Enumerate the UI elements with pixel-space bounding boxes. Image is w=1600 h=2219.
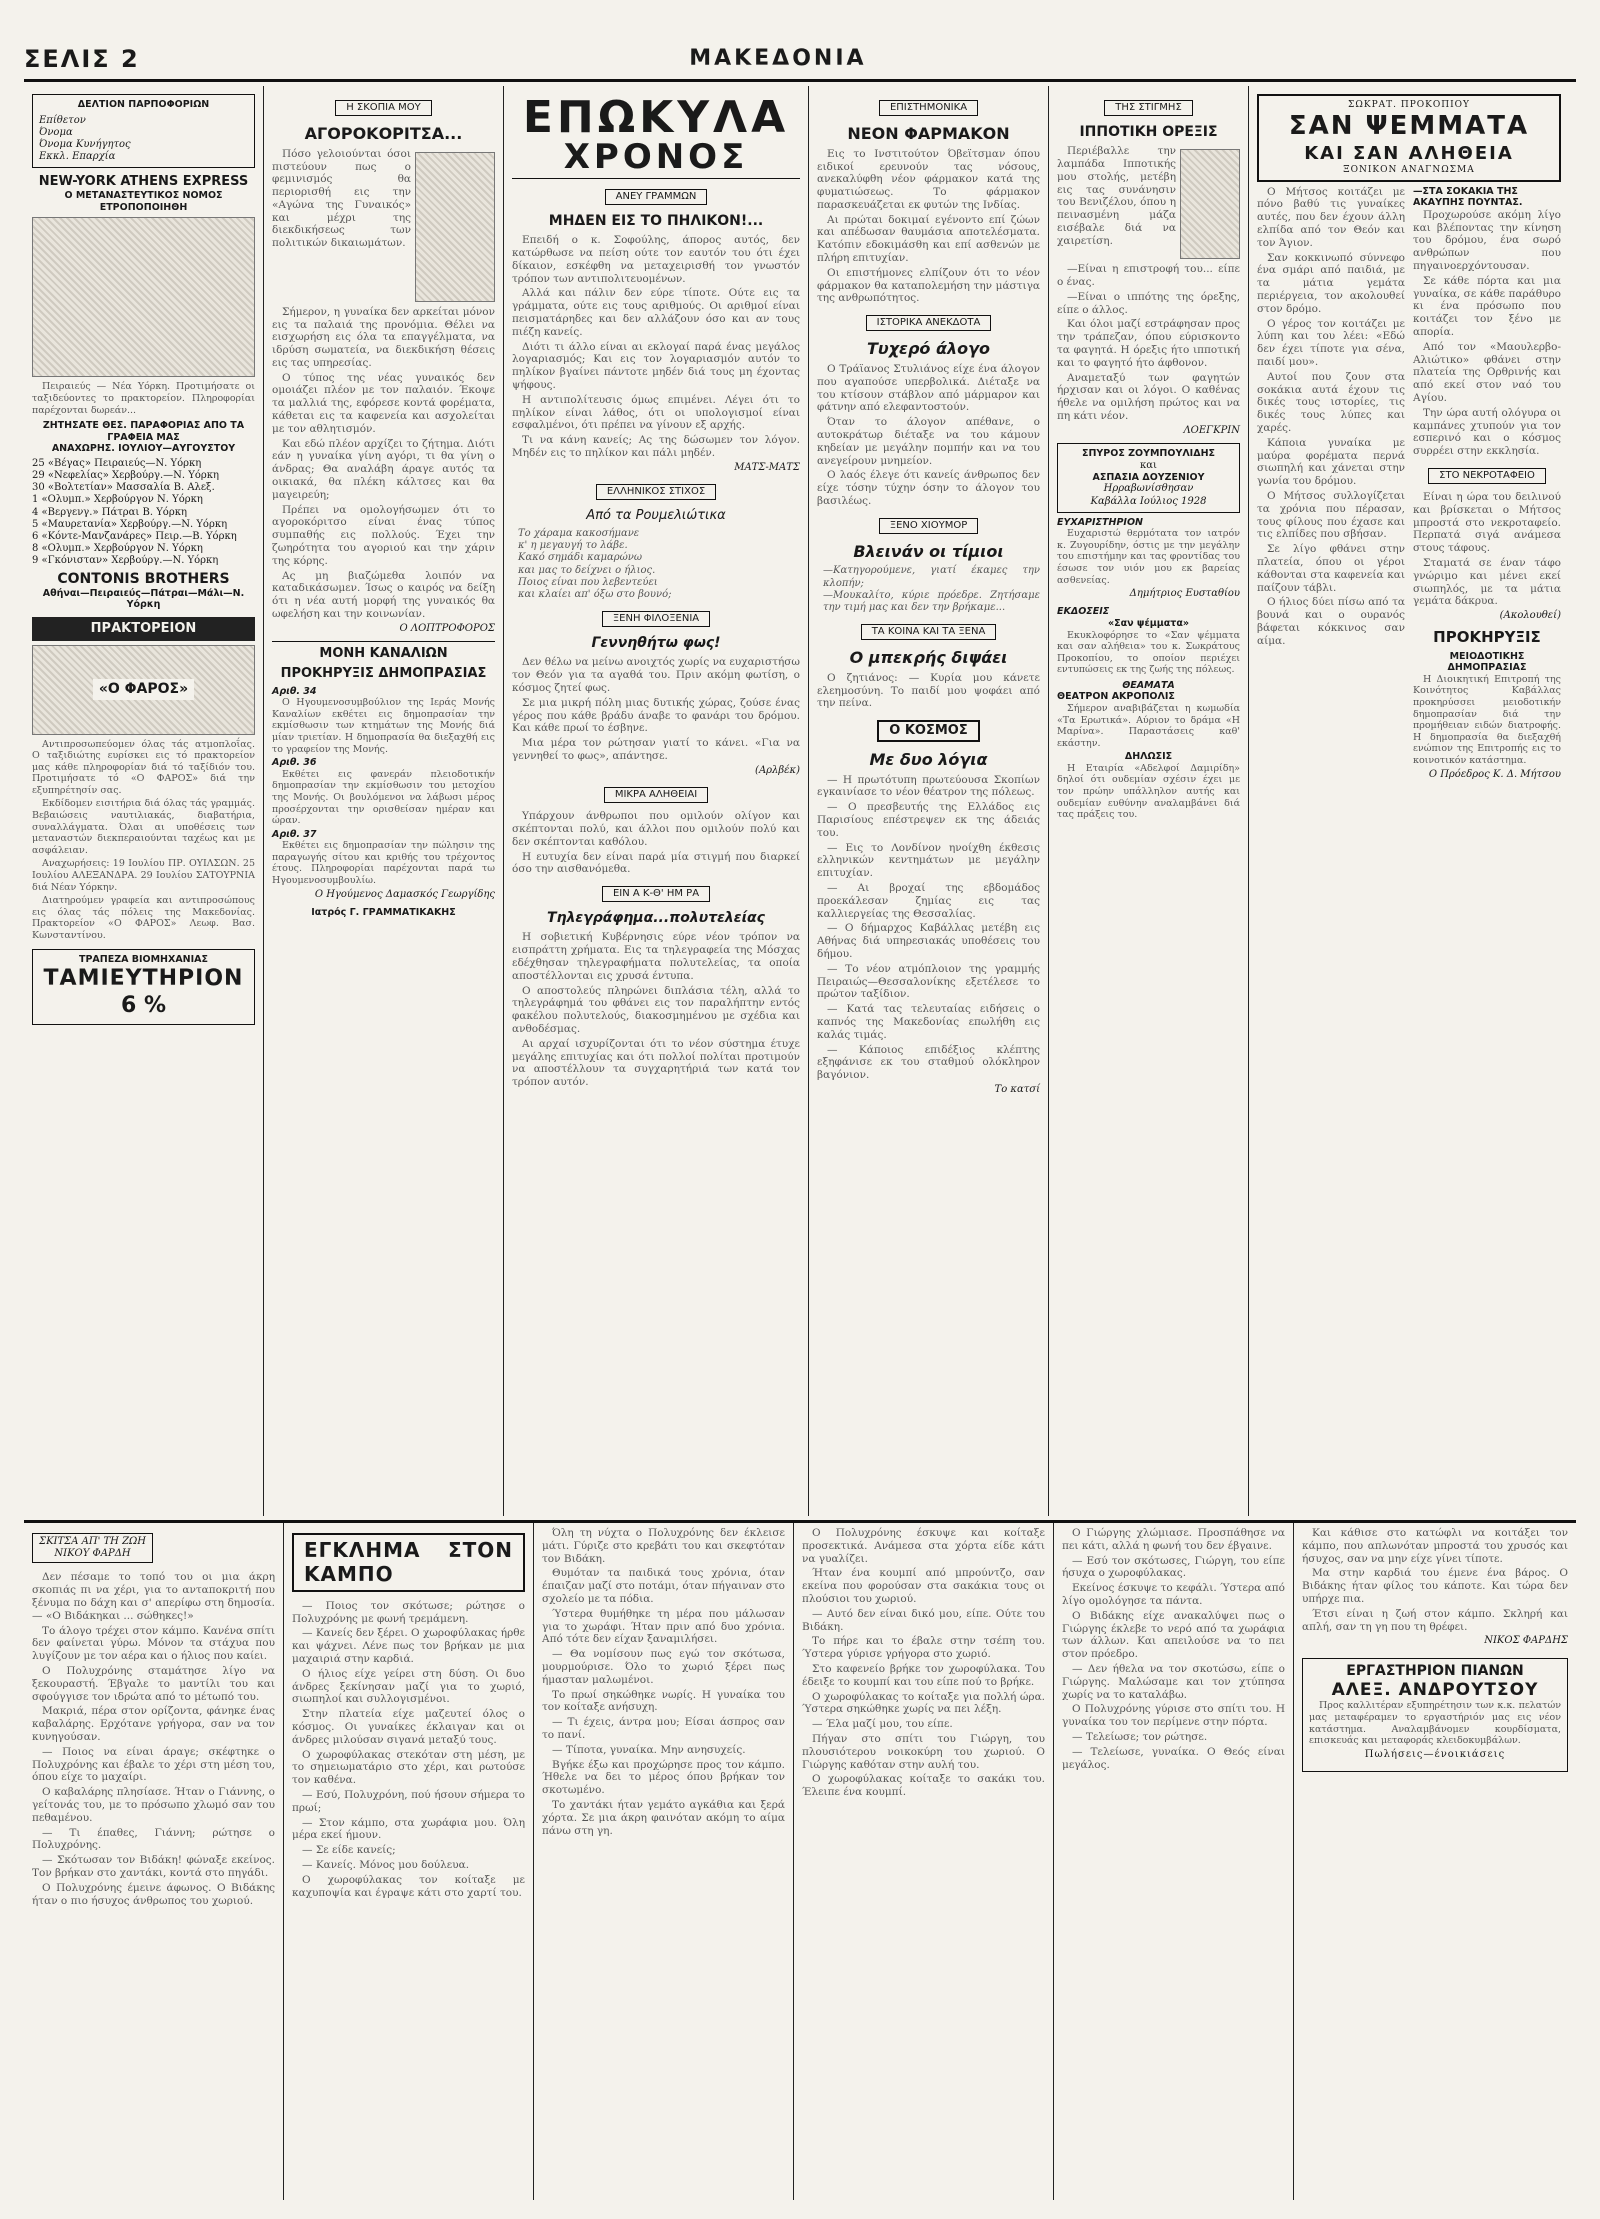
story-signature: ΝΙΚΟΣ ΦΑΡΔΗΣ [1484, 1635, 1568, 1647]
article-title: ΑΓΟΡΟΚΟΡΙΤΣΑ... [304, 124, 463, 144]
article-signature: ΜΑΤΣ-ΜΑΤΣ [734, 461, 800, 473]
brothers-ad-sub: Αθήναι—Πειραιεύς—Πάτραι—Μάλι—Ν. Υόρκη [42, 587, 245, 611]
thanks-title: ΕΥΧΑΡΙΣΤΗΡΙΟΝ [1057, 516, 1143, 528]
serial-body-right: Προχωρούσε ακόμη λίγο και βλέποντας την κίνηση του δρόμου, ένα σωρό ανθρώπων που πηγαινοερχόντουσαν. Σε κάθε πόρτα και μια γυναίκα, σε κάθε παράθυρο κι ένα πρόσωπο που κοιτάζει τον ξένο με απορία. Από τον «Μαουλερβο-Αλιώτικο» φθάνει στην πλατεία της Ορθρινής και από εκεί στον ναό του Αγίου. Την ώρα αυτή ολόγυρα οι καμπάνες χτυπούν για τον εσπερινό και ο κόσμος συρρέει στην εκκλησία. [1413, 208, 1561, 458]
bottom-story-section [24, 1520, 1576, 2200]
schedule-row: 4 «Βεργενγ.» Πάτραι Β. Υόρκη [32, 506, 187, 518]
section-tag: Ο ΚΟΣΜΟΣ [877, 720, 979, 742]
schedule-row: 9 «Γκόνισταν» Χερβούργ.—Ν. Υόρκη [32, 555, 219, 567]
article-body: Δεν θέλω να μείνω ανοιχτός χωρίς να ευχαριστήσω τον Θεόν για τα αγαθά του. Πριν ακόμη φωτίση, ο κόσμος ζητεί φως. Σε μια μικρή πόλη μιας δυτικής χώρας, ζούσε ένας γέρος που κάθε βράδυ άναβε το φανάρι του δρόμου. Και κάθε πρωί το έσβηνε. Μια μέρα τον ρώτησαν γιατί το κάνει. «Για να γεννηθεί το φως», απάντησε. [512, 656, 800, 763]
article-body: Ο ζητιάνος: — Κυρία μου κάνετε ελεημοσύνη. Το παιδί μου ψοφάει από την πείνα. [817, 671, 1040, 710]
banner-title-top: ΕΠΩΚΥΛΑ [522, 92, 790, 143]
story-title: ΕΓΚΛΗΜΑ ΣΤΟΝ ΚΑΜΠΟ [292, 1533, 525, 1592]
ship-ad-text: Πειραιεύς — Νέα Υόρκη. Προτιμήσατε οι ταξιδεύοντες το πρακτορείον. Πληροφορίαι παρέχονται δωρεάν... [32, 381, 255, 416]
paper-name: ΜΑΚΕΔΟΝΙΑ [689, 46, 867, 71]
thanks-signature: Δημήτριος Ευσταθίου [1129, 588, 1240, 600]
serial-title-line1: ΣΑΝ ΨΕΜΜΑΤΑ [1288, 110, 1530, 141]
schedule-row: 25 «Βέγας» Πειραιεύς—Ν. Υόρκη [32, 457, 202, 469]
schedule-row: 30 «Βολτετίαν» Μασσαλία Β. Αλεξ. [32, 482, 215, 494]
story-header [32, 1533, 275, 1563]
proclamation-subtitle: ΜΕΙΟΔΟΤΙΚΗΣ ΔΗΜΟΠΡΑΣΙΑΣ [1447, 650, 1527, 674]
follows-note: (Ακολουθεί) [1499, 610, 1561, 622]
notice-signature: Ο Ηγούμενος Δαμασκός Γεωργίδης [314, 888, 495, 900]
notice-title: ΠΡΟΚΗΡΥΞΙΣ ΔΗΜΟΠΡΑΣΙΑΣ [280, 665, 487, 681]
serial-author: ΣΩΚΡΑΤ. ΠΡΟΚΟΠΙΟΥ [1348, 100, 1470, 110]
caricature-illustration [415, 152, 495, 302]
piano-ad-footer: Πωλήσεις—ένοικιάσεις [1364, 1748, 1506, 1760]
address-box [32, 94, 255, 168]
story-body: Όλη τη νύχτα ο Πολυχρόνης δεν έκλεισε μάτι. Γύριζε στο κρεβάτι του και σκεφτόταν τον Βιδάκη. Θυμόταν τα παιδικά τους χρόνια, όταν έπαιζαν μαζί στο ποτάμι, όταν πήγαιναν στο σχολείο με τα πόδια. Ύστερα θυμήθηκε τη μέρα που μάλωσαν για το χωράφι. Ήταν πριν από δυο χρόνια. Από τότε δεν είχαν ξαναμιλήσει. — Θα νομίσουν πως εγώ τον σκότωσα, μουρμούρισε. Όλο το χωριό ξέρει πως ήμασταν μαλωμένοι. Το πρωί σηκώθηκε νωρίς. Η γυναίκα του τον κοίταξε ανήσυχη. — Τι έχεις, άντρα μου; Είσαι άσπρος σαν το πανί. — Τίποτα, γυναίκα. Μην ανησυχείς. Βγήκε έξω και προχώρησε προς τον κάμπο. Ήθελε να δει το μέρος όπου βρήκαν τον σκοτωμένο. Το χαντάκι ήταν γεμάτο αγκάθια και ξερά χόρτα. Σε μια άκρη φαινόταν ακόμη το αίμα πάνω στη γη. [542, 1527, 785, 1837]
article-signature: Το κατσί [994, 1083, 1040, 1095]
story-byline: ΣΚΙΤΣΑ ΑΠ' ΤΗ ΖΩΗ [39, 1536, 147, 1547]
section-tag: ΕΛΛΗΝΙΚΟΣ ΣΤΙΧΟΣ [596, 484, 716, 500]
article-title: Με δυο λόγια [869, 750, 988, 770]
column-6: ΣΩΚΡΑΤ. ΠΡΟΚΟΠΙΟΥ ΣΑΝ ΨΕΜΜΑΤΑ ΚΑΙ ΣΑΝ ΑΛΗΘΕΙΑ ΞΟΝΙΚΟΝ ΑΝΑΓΝΩΣΜΑ Ο Μήτσος κοιτάζει με πόνο βαθύ τις γυναίκες αυτές, που δεν έχουν άλλη ελπίδα από τον Θεόν και τον Άγιον. Σαν κοκκινωπό σύννεφο ένα σμάρι από παιδιά, με τα μάτια γεμάτα περιέργεια, τον ακολουθεί στον δρόμο. Ο γέρος τον κοιτάζει με λύπη και του λέει: «Εδώ δεν έχει τίποτε για σένα, παιδί μου». Αυτοί που ζουν στα σοκάκια αυτά έχουν τις δικές τους ιστορίες, τις δικές τους λύπες και χαρές. Κάποια γυναίκα με μαύρα φορέματα περνά σιωπηλή και χάνεται στην γωνία του δρόμου. Ο Μήτσος συλλογίζεται τα χρόνια που πέρασαν, τους φίλους που έχασε και τις ελπίδες που σβήσαν. Σε λίγο φθάνει στην πλατεία, όπου οι γέροι κάθονται στα καφενεία και παίζουν τάβλι. Ο ήλιος δύει πίσω από τα βουνά και ο ουρανός βάφεται κόκκινος σαν αίμα. —ΣΤΑ ΣΟΚΑΚΙΑ ΤΗΣ ΑΚΑΥΠΗΣ ΠΟΥΝΤΑΣ. Προχωρούσε ακόμη λίγο και βλέποντας την κίνηση του δρόμου, ένα σωρό ανθρώπων που πηγαινοερχόντουσαν. Σε κάθε πόρτα και μια γυναίκα, σε κάθε παράθυρο κι ένα πρόσωπο που κοιτάζει τον ξένο με απορία. Από τον «Μαουλερβο-Αλιώτικο» φθάνει στην πλατεία της Ορθρινής και από εκεί στον ναό του Αγίου. Την ώρα αυτή ολόγυρα οι καμπάνες χτυπούν για τον εσπερινό και ο κόσμος συρρέει στην εκκλησία. ΣΤΟ ΝΕΚΡΟΤΑΦΕΙΟ Είναι η ώρα του δειλινού και βρίσκεται ο Μήτσος μπροστά στο νεκροταφείο. Περπατά σιγά ανάμεσα στους τάφους. Σταματά σε έναν τάφο γνώριμο και μένει εκεί σιωπηλός, με τα μάτια γεμάτα δάκρυα. (Ακολουθεί) ΠΡΟΚΗΡΥΞΙΣ ΜΕΙΟΔΟΤΙΚΗΣ ΔΗΜΟΠΡΑΣΙΑΣ Η Διοικητική Επιτροπή της Κοινότητος Καβάλλας προκηρύσσει μειοδοτικήν δημοπρασίαν διά την προμήθειαν ειδών διατροφής. Η δημοπρασία θα διεξαχθή ενώπιον της Επιτροπής εις το κοινοτικόν κατάστημα. Ο Πρόεδρος Κ. Δ. Μήτσου [1249, 86, 1569, 1516]
upper-columns [24, 86, 1576, 1516]
ship-ad-title: NEW-YORK ATHENS EXPRESS [38, 174, 249, 190]
section-tag: ΕΠΙΣΤΗΜΟΝΙΚΑ [879, 100, 978, 116]
article-body: Πόσο γελοιούνται όσοι πιστεύουν πως ο φεμινισμός θα περιορισθή εις την «Αγώνα της Γυναικός» και μέχρι της διεκδικήσεως των πολιτικών δικαιωμάτων. [272, 147, 411, 250]
column-3 [504, 86, 809, 1516]
dilosis-heading: ΔΗΛΩΣΙΣ [1124, 751, 1173, 763]
proclamation-title: ΠΡΟΚΗΡΥΞΙΣ [1433, 628, 1541, 647]
schedule-row: 1 «Ολυμπ.» Χερβούργον Ν. Υόρκη [32, 494, 203, 506]
field-label: Όνομα [39, 126, 73, 138]
piano-ad-name: ΑΛΕΞ. ΑΝΔΡΟΥΤΣΟΥ [1331, 1679, 1539, 1700]
bottom-column-4 [794, 1523, 1054, 2200]
notice-number: Αριθ. 34 [272, 685, 317, 697]
section-tag: ΙΣΤΟΡΙΚΑ ΑΝΕΚΔΟΤΑ [866, 315, 992, 331]
serial-right-heading: —ΣΤΑ ΣΟΚΑΚΙΑ ΤΗΣ ΑΚΑΥΠΗΣ ΠΟΥΝΤΑΣ. [1413, 185, 1523, 209]
address-box-title: ΔΕΛΤΙΟΝ ΠΑΡΠΟΦΟΡΙΩΝ [77, 99, 210, 110]
ship-illustration [32, 217, 255, 377]
agency-title: ΠΡΑΚΤΟΡΕΙΟΝ [32, 617, 255, 641]
serial-subtitle: ΞΟΝΙΚΟΝ ΑΝΑΓΝΩΣΜΑ [1343, 164, 1475, 175]
bottom-column-2 [284, 1523, 534, 2200]
poem-body: Το χάραμα κακοσήμανε κ' η μεγαυγή το λάβε. Κακό σημάδι καμαρώνω και μας το δείχνει ο ήλιος. Ποιος είναι που λεβεντεύει και κλαίει απ' όξω στο βουνό; [518, 528, 672, 600]
ship-ad-subtitle: Ο ΜΕΤΑΝΑΣΤΕΥΤΙΚΟΣ ΝΟΜΟΣ ΕΤΡΟΠΟΠΟΙΗΘΗ [64, 190, 223, 213]
bottom-column-1 [24, 1523, 284, 2200]
field-label: Επίθετον [39, 114, 86, 126]
doctor-ad: Ιατρός Γ. ΓΡΑΜΜΑΤΙΚΑΚΗΣ [311, 906, 456, 918]
column-4 [809, 86, 1049, 1516]
bottom-column-6 [1294, 1523, 1576, 2200]
section-tag: ΤΗΣ ΣΤΙΓΜΗΣ [1104, 100, 1193, 116]
bottom-column-3 [534, 1523, 794, 2200]
section-banner [512, 92, 800, 179]
theatre-name: ΘΕΑΤΡΟΝ ΑΚΡΟΠΟΛΙΣ [1057, 691, 1175, 703]
section-tag: ΕΙΝ Α Κ-Θ' ΗΜ ΡΑ [602, 886, 710, 902]
brothers-ad: CONTONIS BROTHERS [57, 570, 230, 587]
banner-title-bottom: ΧΡΟΝΟΣ [563, 137, 749, 177]
proclamation-signature: Ο Πρόεδρος Κ. Δ. Μήτσου [1428, 768, 1561, 780]
knight-illustration [1180, 149, 1240, 259]
story-body: Ο Γιώργης χλώμιασε. Προσπάθησε να πει κάτι, αλλά η φωνή του δεν έβγαινε. — Εσύ τον σκότωσες, Γιώργη, του είπε ήσυχα ο χωροφύλακας. Εκείνος έσκυψε το κεφάλι. Ύστερα από λίγο ομολόγησε τα πάντα. Ο Βιδάκης είχε ανακαλύψει πως ο Γιώργης έκλεβε το νερό από τα χωράφια των άλλων. Και απειλούσε να το πει στον πρόεδρο. — Δεν ήθελα να τον σκοτώσω, είπε ο Γιώργης. Μαλώσαμε και τον χτύπησα χωρίς να το καταλάβω. Ο Πολυχρόνης γύρισε στο σπίτι του. Η γυναίκα του τον περίμενε στην πόρτα. — Τελείωσε; τον ρώτησε. — Τελείωσε, γυναίκα. Ο Θεός είναι μεγάλος. [1062, 1527, 1285, 1771]
piano-ad-title: ΕΡΓΑΣΤΗΡΙΟΝ ΠΙΑΝΩΝ [1346, 1662, 1524, 1679]
piano-ad: ΕΡΓΑΣΤΗΡΙΟΝ ΠΙΑΝΩΝ ΑΛΕΞ. ΑΝΔΡΟΥΤΣΟΥ Προς καλλιτέραν εξυπηρέτησιν των κ.κ. πελατών μας μεταφέραμεν το εργαστήριόν μας εις νέον κατάστημα. Αναλαμβάνομεν κουρδίσματα, επισκευάς και μεταφοράς κλειδοκυμβάλων. Πωλήσεις—ένοικιάσεις [1302, 1658, 1568, 1772]
serial-body-left: Ο Μήτσος κοιτάζει με πόνο βαθύ τις γυναίκες αυτές, που δεν έχουν άλλη ελπίδα από τον Θεόν και τον Άγιον. Σαν κοκκινωπό σύννεφο ένα σμάρι από παιδιά, με τα μάτια γεμάτα περιέργεια, τον ακολουθεί στον δρόμο. Ο γέρος τον κοιτάζει με λύπη και του λέει: «Εδώ δεν έχει τίποτε για σένα, παιδί μου». Αυτοί που ζουν στα σοκάκια αυτά έχουν τις δικές τους ιστορίες, τις δικές τους λύπες και χαρές. Κάποια γυναίκα με μαύρα φορέματα περνά σιωπηλή και χάνεται στην γωνία του δρόμου. Ο Μήτσος συλλογίζεται τα χρόνια που πέρασαν, τους φίλους που έχασε και τις ελπίδες που σβήσαν. Σε λίγο φθάνει στην πλατεία, όπου οι γέροι κάθονται στα καφενεία και παίζουν τάβλι. Ο ήλιος δύει πίσω από τα βουνά και ο ουρανός βάφεται κόκκινος σαν αίμα. [1257, 185, 1405, 647]
section-tag: ΜΙΚΡΑ ΑΛΗΘΕΙΑΙ [604, 787, 708, 803]
article-body: Περιέβαλλε την λαμπάδα Ιπποτικής μου στολής, μετέβη εις τας συνάνησιν του Βενιζέλου, όπου η πεινασμένη μάζα εισέβαλε διά να χαιρετίση. [1057, 145, 1176, 247]
article-title: Ο μπεκρής διψάει [849, 648, 1008, 668]
story-author: ΝΙΚΟΥ ΦΑΡΔΗ [54, 1548, 131, 1560]
field-label: Εκκλ. Επαρχία [39, 151, 116, 163]
article-body: — Η πρωτότυπη πρωτεύουσα Σκοπίων εγκαινίασε το νέον θέατρον της πόλεως. — Ο πρεσβευτής της Ελλάδος εις Παρισίους επέστρεψεν εκ της άδειάς του. — Εις το Λονδίνον ηνοίχθη έκθεσις ελληνικών κεντημάτων με μεγάλην επιτυχίαν. — Αι βροχαί της εβδομάδος προεκάλεσαν ζημίας εις τας καλλιεργείας της Θεσσαλίας. — Ο δήμαρχος Καβάλλας μετέβη εις Αθήνας διά υπηρεσιακάς υποθέσεις του δήμου. — Το νέον ατμόπλοιον της γραμμής Πειραιώς—Θεσσαλονίκης εξετέλεσε το πρώτον ταξίδιον. — Κατά τας τελευταίας ειδήσεις ο καπνός της Μακεδονίας επωλήθη εις καλάς τιμάς. — Κάποιος επιδέξιος κλέπτης εξηφάνισε εκ του σταθμού ολόκληρον βαγόνιον. [817, 773, 1040, 1082]
field-label: Όνομα Κυνήγητος [39, 138, 131, 150]
schedule-row: 29 «Νεφελίας» Χερβούργ.—Ν. Υόρκη [32, 470, 219, 481]
schedule-subtitle: ΑΝΑΧΩΡΗΣ. ΙΟΥΛΙΟΥ—ΑΥΓΟΥΣΤΟΥ [51, 443, 236, 455]
engagement-notice: ΣΠΥΡΟΣ ΖΟΥΜΠΟΥΛΙΔΗΣ και ΑΣΠΑΣΙΑ ΔΟΥΖΕΝΙΟΥ Ηρραβωνίσθησαν Καβάλλα Ιούλιος 1928 [1057, 443, 1240, 513]
section-tag: Η ΣΚΟΠΙΑ ΜΟΥ [335, 100, 432, 116]
story-body: Ο Πολυχρόνης έσκυψε και κοίταξε προσεκτικά. Ανάμεσα στα χόρτα είδε κάτι να γυαλίζει. Ήταν ένα κουμπί από μπρούντζο, σαν εκείνα που φορούσαν στα σακάκια τους οι πλούσιοι του χωριού. — Αυτό δεν είναι δικό μου, είπε. Ούτε του Βιδάκη. Το πήρε και το έβαλε στην τσέπη του. Ύστερα γύρισε γρήγορα στο χωριό. Στο καφενείο βρήκε τον χωροφύλακα. Του έδειξε το κουμπί και του είπε πού το βρήκε. Ο χωροφύλακας το κοίταξε για πολλή ώρα. Ύστερα σηκώθηκε χωρίς να πει λέξη. — Έλα μαζί μου, του είπε. Πήγαν στο σπίτι του Γιώργη, του πλουσιότερου νοικοκύρη του χωριού. Ο Γιώργης καθόταν στην αυλή του. Ο χωροφύλακας κοίταξε το σακάκι του. Έλειπε ένα κουμπί. [802, 1527, 1045, 1799]
section-tag: ΞΕΝΟ ΧΙΟΥΜΟΡ [879, 518, 978, 534]
schedule-row: 5 «Μαυρετανία» Χερβούργ.—Ν. Υόρκη [32, 518, 228, 530]
poem-title: Από τα Ρουμελιώτικα [586, 508, 726, 524]
story-body: — Ποιος τον σκότωσε; ρώτησε ο Πολυχρόνης με φωνή τρεμάμενη. — Κανείς δεν ξέρει. Ο χωροφύλακας ήρθε και ψάχνει. Λένε πως τον βρήκαν με μια μαχαιριά στην καρδιά. Ο ήλιος είχε γείρει στη δύση. Οι δυο άνδρες ξεκίνησαν μαζί για το χωριό, σιωπηλοί και συλλογισμένοι. Στην πλατεία είχε μαζευτεί όλος ο κόσμος. Οι γυναίκες έκλαιγαν και οι άνδρες μιλούσαν σιγανά μεταξύ τους. Ο χωροφύλακας στεκόταν στη μέση, με το σημειωματάριο στο χέρι, και ρωτούσε τον καθένα. — Εσύ, Πολυχρόνη, πού ήσουν σήμερα το πρωί; — Στον κάμπο, στα χωράφια μου. Όλη μέρα εκεί ήμουν. — Σε είδε κανείς; — Κανείς. Μόνος μου δούλευα. Ο χωροφύλακας τον κοίταξε με καχυποψία και έγραψε κάτι στο χαρτί του. [292, 1599, 525, 1899]
section-tag: ΤΑ ΚΟΙΝΑ ΚΑΙ ΤΑ ΞΕΝΑ [861, 624, 997, 640]
section-tag: ΞΕΝΗ ΦΙΛΟΞΕΝΙΑ [602, 611, 710, 627]
article-body: Επειδή ο κ. Σοφούλης, άπορος αυτός, δεν κατώρθωσε να πείση ούτε τον εαυτόν του ότι έχει δίκαιον, εσκέφθη να μεταχειρισθή τον γνωστόν τρόπον των αντιπολιτευομένων. Αλλά και πάλιν δεν εύρε τίποτε. Ούτε εις τα γράμματα, ούτε εις τους αριθμούς. Οι αριθμοί είναι πεισματάρηδες και δεν αλλάζουν όσο και αν τους πιέζη κανείς. Διότι τι άλλο είναι αι εκλογαί παρά ένας μεγάλος λογαριασμός; Και εις τον λογαριασμόν αυτόν το πηλίκον βγαίνει πάντοτε μηδέν διά τους μη έχοντας ψήφους. Η αντιπολίτευσις όμως επιμένει. Λέγει ότι το πηλίκον είναι λάθος, ότι οι υπολογισμοί είναι εσφαλμένοι, ότι πρέπει να γίνουν εξ αρχής. Τι να κάνη κανείς; Ας της δώσωμεν τον λόγον. Μηδέν εις το πηλίκον και πάλι μηδέν. [512, 234, 800, 460]
bank-ad: ΤΡΑΠΕΖΑ ΒΙΟΜΗΧΑΝΙΑΣ ΤΑΜΙΕΥΤΗΡΙΟΝ 6 % [32, 949, 255, 1024]
serial-title-line2: ΚΑΙ ΣΑΝ ΑΛΗΘΕΙΑ [1304, 142, 1514, 164]
article-title: Γεννηθήτω φως! [591, 635, 721, 652]
masthead [24, 38, 1576, 82]
theamata-heading: ΘΕΑΜΑΤΑ [1122, 679, 1175, 691]
ekdoseis-title: ΕΚΔΟΣΕΙΣ [1057, 606, 1110, 618]
article-title: ΜΗΔΕΝ ΕΙΣ ΤΟ ΠΗΛΙΚΟΝ!... [548, 213, 764, 230]
notice-heading: ΜΟΝΗ ΚΑΝΑΛΙΩΝ [272, 641, 495, 662]
article-body: Υπάρχουν άνθρωποι που ομιλούν ολίγον και σκέπτονται πολύ, και άλλοι που ομιλούν πολύ και δεν σκέπτονται καθόλου. Η ευτυχία δεν είναι παρά μία στιγμή που διαρκεί όσο την αισθανόμεθα. [512, 810, 800, 876]
article-body: —Είναι η επιστροφή του... είπε ο ένας. —Είναι ο ιππότης της όρεξης, είπε ο άλλος. Και όλοι μαζί εστράφησαν προς την τράπεζαν, όπου εύρισκοντο τα φαγητά. Η όρεξις ήτο ιπποτική και το φαγητό ήτο άφθονον. Αναμεταξύ των φαγητών ήρχισαν και οι λόγοι. Ο καθένας ήθελε να ομιλήση πρώτος και να πη κάτι νέον. [1057, 263, 1240, 423]
article-signature: ΛΟΕΓΚΡΙΝ [1183, 424, 1240, 436]
article-body: Εις το Ινστιτούτον Όβεϊτσμαν όπου ειδικοί ερευνούν τας νόσους, ανεκαλύφθη νέον φάρμακον κατά της φυματιώσεως. Το φάρμακον παρασκευάζεται εκ φυτών της Ινδίας. Αι πρώται δοκιμαί εγένοντο επί ζώων και απέδωσαν θαυμάσια αποτελέσματα. Κατόπιν εδοκιμάσθη και επί ασθενών με πλήρη επιτυχίαν. Οι επιστήμονες ελπίζουν ότι το νέον φάρμακον θα καταπολεμήση την μάστιγα της ανθρωπότητος. [817, 147, 1040, 305]
story-body: Και κάθισε στο κατώφλι να κοιτάξει τον κάμπο, που απλωνόταν μπροστά του χρυσός και ήσυχος, σαν να μην είχε γίνει τίποτε. Μα στην καρδιά του έμενε ένα βάρος. Ο Βιδάκης ήταν φίλος του κάποτε. Και τώρα δεν υπήρχε πια. Έτσι είναι η ζωή στον κάμπο. Σκληρή και απλή, σαν τη γη που τη θρέφει. [1302, 1527, 1568, 1633]
agency-logo: «Ο ΦΑΡΟΣ» [32, 645, 255, 735]
ekdoseis-book: «Σαν ψέμματα» [1108, 617, 1189, 629]
notice-number: Αριθ. 36 [272, 757, 317, 769]
article-title: Τυχερό άλογο [867, 339, 990, 359]
column-5: ΤΗΣ ΣΤΙΓΜΗΣ ΙΠΠΟΤΙΚΗ ΟΡΕΞΙΣ Περιέβαλλε την λαμπάδα Ιπποτικής μου στολής, μετέβη εις τας συνάνησιν του Βενιζέλου, όπου η πεινασμένη μάζα εισέβαλε διά να χαιρετίση. —Είναι η επιστροφή του... είπε ο ένας. —Είναι ο ιππότης της όρεξης, είπε ο άλλος. Και όλοι μαζί εστράφησαν προς την τράπεζαν, όπου εύρισκοντο τα φαγητά. Η όρεξις ήτο ιπποτική και το φαγητό ήτο άφθονον. Αναμεταξύ των φαγητών ήρχισαν και οι λόγοι. Ο καθένας ήθελε να ομιλήση πρώτος και να πη κάτι νέον. ΛΟΕΓΚΡΙΝ ΣΠΥΡΟΣ ΖΟΥΜΠΟΥΛΙΔΗΣ και ΑΣΠΑΣΙΑ ΔΟΥΖΕΝΙΟΥ Ηρραβωνίσθησαν Καβάλλα Ιούλιος 1928 ΕΥΧΑΡΙΣΤΗΡΙΟΝ Ευχαριστώ θερμότατα τον ιατρόν κ. Ζυγουρίδην, όστις με την μεγάλην του επιστήμην και τας φροντίδας του έσωσε τον υιόν μου εκ βαρείας ασθενείας. Δημήτριος Ευσταθίου ΕΚΔΟΣΕΙΣ «Σαν ψέμματα» Εκυκλοφόρησε το «Σαν ψέμματα και σαν αλήθεια» του κ. Σωκράτους Προκοπίου, το οποίον περιέχει εντυπώσεις εκ της ζωής της πόλεως. ΘΕΑΜΑΤΑ ΘΕΑΤΡΟΝ ΑΚΡΟΠΟΛΙΣ Σήμερον αναβιβάζεται η κωμωδία «Τα Ερωτικά». Αύριον το δράμα «Η Μαρίνα». Παραστάσεις καθ' εκάστην. ΔΗΛΩΣΙΣ Η Εταιρία «Αδελφοί Δαμιρίδη» δηλοί ότι ουδεμίαν σχέσιν έχει με τον πρώην υπάλληλον αυτής και ουδεμίαν ευθύνην αναλαμβάνει διά τας πράξεις του. [1049, 86, 1249, 1516]
article-title: ΝΕΟΝ ΦΑΡΜΑΚΟΝ [847, 124, 1010, 144]
article-signature: Ο ΛΟΠΤΡΟΦΟΡΟΣ [399, 622, 495, 634]
sailing-schedule [32, 458, 255, 568]
story-body: Δεν πέσαμε το τοπό του οι μια άκρη σκοπιάς πι να χέρι, για το ανταποκριτή που ξένυμα πο δάχη και σ' απερίφω στη δημοσία. — «Ο Βιδάκηκαι ... σώθηκες!» Το άλογο τρέχει στον κάμπο. Κανένα σπίτι δεν φαίνεται γύρω. Μόνον τα στάχυα που λυγίζουν με τον αέρα και ο ήλιος που καίει. Ο Πολυχρόνης σταμάτησε λίγο να ξεκουραστή. Έβγαλε το μαντίλι του και σφούγγισε τον ιδρώτα από το μέτωπό του. Μακριά, πέρα στον ορίζοντα, φάνηκε ένας καβαλάρης. Ερχότανε γρήγορα, σαν να τον κυνηγούσαν. — Ποιος να είναι άραγε; σκέφτηκε ο Πολυχρόνης και έβαλε το χέρι στη μέση του, όπου είχε το μαχαίρι. Ο καβαλάρης πλησίασε. Ήταν ο Γιάννης, ο γείτονάς του, με το πρόσωπο χλωμό σαν του πεθαμένου. — Τι έπαθες, Γιάννη; ρώτησε ο Πολυχρόνης. — Σκότωσαν τον Βιδάκη! φώναξε εκείνος. Τον βρήκαν στο χαντάκι, κοντά στο πηγάδι. Ο Πολυχρόνης έμεινε άφωνος. Ο Βιδάκης ήταν ο πιο ήσυχος άνθρωπος του χωριού. [32, 1571, 275, 1907]
article-title: Βλεινάν οι τίμιοι [853, 541, 1004, 561]
article-title: Τηλεγράφημα...πολυτελείας [547, 910, 765, 927]
column-1 [24, 86, 264, 1516]
schedule-row: 6 «Κόντε-Μανζανάρες» Πειρ.—Β. Υόρκη [32, 530, 237, 542]
schedule-row: 8 «Ολυμπ.» Χερβούργον Ν. Υόρκη [32, 543, 203, 555]
bottom-column-5 [1054, 1523, 1294, 2200]
article-body: Ο Τράϊανος Στυλιάνος είχε ένα άλογον που αγαπούσε υπερβολικά. Διέταξε να του κτίσουν στάβλον από μάρμαρον και φάτνην από ελεφαντοστούν. Όταν το άλογον απέθανε, ο αυτοκράτωρ διέταξε να του κάμουν κηδείαν με μεγάλην πομπήν και να του ανεγείρουν μνημείον. Ο λαός έλεγε ότι κανείς άνθρωπος δεν είχε τόσην τύχην όσην το άλογον του βασιλέως. [817, 362, 1040, 507]
serial-banner [1257, 94, 1561, 182]
notice-number: Αριθ. 37 [272, 828, 317, 840]
section-tag: ΣΤΟ ΝΕΚΡΟΤΑΦΕΙΟ [1428, 468, 1546, 484]
article-title: ΙΠΠΟΤΙΚΗ ΟΡΕΞΙΣ [1079, 124, 1218, 141]
agency-text: Αντιπροσωπεύομεν όλας τάς ατμοπλοΐας. Ο ταξιδιώτης ευρίσκει εις τό πρακτορείον μας κάθε πληροφορίαν διά τό ταξίδιόν του. Προτιμήσατε τό «Ο ΦΑΡΟΣ» διά την εξυπηρέτησίν σας. Εκδίδομεν εισιτήρια διά όλας τάς γραμμάς. Βεβαιώσεις ναυτιλιακάς, διαβατήρια, συναλλάγματα. Όλαι αι υποθέσεις των μεταναστών διεκπεραιούνται ταχέως και με ασφάλειαν. Αναχωρήσεις: 19 Ιουλίου ΠΡ. ΟΥΙΛΣΩΝ. 25 Ιουλίου ΑΛΕΞΑΝΔΡΑ. 29 Ιουλίου ΣΑΤΟΥΡΝΙΑ διά Νέαν Υόρκην. Διατηρούμεν γραφεία και αντιπροσώπους εις όλας τάς πόλεις της Μακεδονίας. Πρακτορείον «Ο ΦΑΡΟΣ» Λεωφ. Βασ. Κωνσταντίνου. [32, 738, 255, 941]
page-label: ΣΕΛΙΣ 2 [24, 44, 140, 73]
article-body: —Κατηγορούμενε, γιατί έκαμες την κλοπήν; —Μουκαλίτο, κύριε πρόεδρε. Ζητήσαμε την τιμή μας και δεν την βρήκαμε... [823, 565, 1040, 613]
section-tag: ΑΝΕΥ ΓΡΑΜΜΩΝ [605, 189, 708, 205]
article-body: Σήμερον, η γυναίκα δεν αρκείται μόνον εις τα παλαιά της προνόμια. Θέλει να εισχωρήση εις όλα τα επαγγέλματα, να ιδρύση σωματεία, να διεκδικήση θέσεις εις τας υπηρεσίας. Ο τύπος της νέας γυναικός δεν ομοιάζει πλέον με τον παλαιόν. Έκοψε τα μαλλιά της, εφόρεσε κοντά φορέματα, κάθεται εις τα καφενεία και ασχολείται με τον αθλητισμόν. Και εδώ πλέον αρχίζει το ζήτημα. Διότι εάν η γυναίκα γίνη αγόρι, τι θα γίνη ο άνδρας; Θα αναλάβη άραγε αυτός τα οικιακά, θα πλέκη κάλτσες και θα μαγειρεύη; Πρέπει να ομολογήσωμεν ότι το αγοροκόριτσο είναι ένας τύπος συμπαθής εις πολλούς. Έχει την ζωηρότητα του αγοριού και την χάριν της κόρης. Ας μη βιαζώμεθα λοιπόν να καταδικάσωμεν. Ίσως ο καιρός να δείξη ότι η νέα αυτή μορφή της γυναικός θα ωφελήση και την κοινωνίαν. [272, 305, 495, 621]
column-2: Η ΣΚΟΠΙΑ ΜΟΥ ΑΓΟΡΟΚΟΡΙΤΣΑ... Πόσο γελοιούνται όσοι πιστεύουν πως ο φεμινισμός θα περιορισθή εις την «Αγώνα της Γυναικός» και μέχρι της διεκδικήσεως των πολιτικών δικαιωμάτων. Σήμερον, η γυναίκα δεν αρκείται μόνον εις τα παλαιά της προνόμια. Θέλει να εισχωρήση εις όλα τα επαγγέλματα, να ιδρύση σωματεία, να διεκδικήση θέσεις εις τας υπηρεσίας. Ο τύπος της νέας γυναικός δεν ομοιάζει πλέον με τον παλαιόν. Έκοψε τα μαλλιά της, εφόρεσε κοντά φορέματα, κάθεται εις τα καφενεία και ασχολείται με τον αθλητισμόν. Και εδώ πλέον αρχίζει το ζήτημα. Διότι εάν η γυναίκα γίνη αγόρι, τι θα γίνη ο άνδρας; Θα αναλάβη άραγε αυτός τα οικιακά, θα πλέκη κάλτσες και θα μαγειρεύη; Πρέπει να ομολογήσωμεν ότι το αγοροκόριτσο είναι ένας τύπος συμπαθής εις πολλούς. Έχει την ζωηρότητα του αγοριού και την χάριν της κόρης. Ας μη βιαζώμεθα λοιπόν να καταδικάσωμεν. Ίσως ο καιρός να δείξη ότι η νέα αυτή μορφή της γυναικός θα ωφελήση και την κοινωνίαν. Ο ΛΟΠΤΡΟΦΟΡΟΣ ΜΟΝΗ ΚΑΝΑΛΙΩΝ ΠΡΟΚΗΡΥΞΙΣ ΔΗΜΟΠΡΑΣΙΑΣ Αριθ. 34 Ο Ηγουμενοσυμβούλιον της Ιεράς Μονής Καναλίων εκθέτει εις δημοπρασίαν την εκμίσθωσιν των κτημάτων της Μονής διά μίαν τριετίαν. Η δημοπρασία θα διεξαχθή εις το γραφείον της Μονής. Αριθ. 36 Εκθέτει εις φανεράν πλειοδοτικήν δημοπρασίαν την εκμίσθωσιν του μετοχίου της Μονής. Οι βουλόμενοι να λάβωσι μέρος προσέρχονται την ορισθείσαν ημέραν και ώραν. Αριθ. 37 Εκθέτει εις δημοπρασίαν την πώλησιν της παραγωγής σίτου και κριθής του τρέχοντος έτους. Πληροφορίαι παρέχονται παρά τω Ηγουμενοσυμβουλίω. Ο Ηγούμενος Δαμασκός Γεωργίδης Ιατρός Γ. ΓΡΑΜΜΑΤΙΚΑΚΗΣ [264, 86, 504, 1516]
article-signature: (Αρλβέκ) [755, 764, 800, 776]
article-body: Η σοβιετική Κυβέρνησις εύρε νέον τρόπον να εισπράττη χρήματα. Εις τα τηλεγραφεία της Μόσχας εδέχθησαν τηλεγραφήματα πολυτελείας, τα οποία αποστέλλονται εις χρυσά έντυπα. Ο αποστολεύς πληρώνει διπλάσια τέλη, αλλά το τηλεγράφημά του φθάνει εις τον παραλήπτην εντός φακέλου πολυτελούς, διακοσμημένου με σχέδια και ανθοδέσμας. Αι αρχαί ισχυρίζονται ότι το νέον σύστημα έτυχε μεγάλης επιτυχίας και ότι πολλοί πολίται προτιμούν να αποστέλλουν τα συγχαρητήριά των κατά τον τρόπον αυτόν. [512, 931, 800, 1089]
schedule-title: ΖΗΤΗΣΑΤΕ ΘΕΣ. ΠΑΡΑΦΟΡΙΑΣ ΑΠΟ ΤΑ ΓΡΑΦΕΙΑ ΜΑΣ [42, 420, 245, 443]
